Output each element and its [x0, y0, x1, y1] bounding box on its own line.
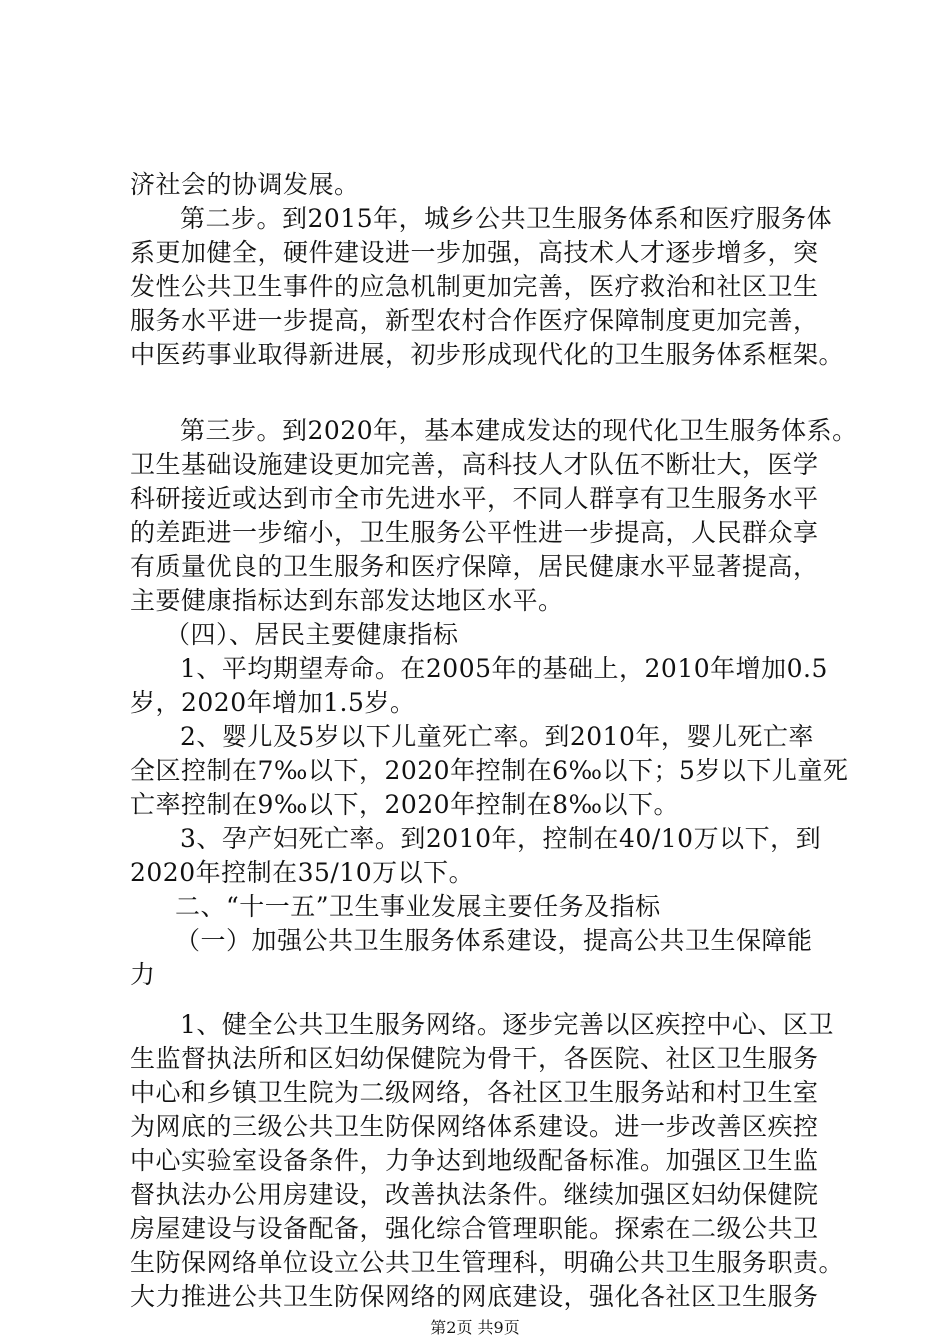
- subsection-heading: （一）加强公共卫生服务体系建设，提高公共卫生保障能: [175, 926, 813, 955]
- text-line: 2020年控制在35/10万以下。: [130, 858, 475, 887]
- text-line: 有质量优良的卫生服务和医疗保障，居民健康水平显著提高，: [130, 552, 819, 581]
- text-line: 的差距进一步缩小，卫生服务公平性进一步提高，人民群众享: [130, 518, 819, 547]
- text-line: 济社会的协调发展。: [130, 170, 360, 199]
- section-heading: （四）、居民主要健康指标: [165, 620, 459, 649]
- text-line: 1、平均期望寿命。在2005年的基础上，2010年增加0.5: [180, 654, 828, 683]
- text-line: 亡率控制在9‰以下，2020年控制在8‰以下。: [130, 790, 680, 819]
- text-line: 大力推进公共卫生防保网络的网底建设，强化各社区卫生服务: [130, 1282, 819, 1311]
- text-line: 1、健全公共卫生服务网络。逐步完善以区疾控中心、区卫: [180, 1010, 834, 1039]
- text-line: 科研接近或达到市全市先进水平，不同人群享有卫生服务水平: [130, 484, 819, 513]
- text-line: 发性公共卫生事件的应急机制更加完善，医疗救治和社区卫生: [130, 272, 819, 301]
- text-line: 房屋建设与设备配备，强化综合管理职能。探索在二级公共卫: [130, 1214, 819, 1243]
- text-line: 3、孕产妇死亡率。到2010年，控制在40/10万以下，到: [180, 824, 822, 853]
- text-line: 服务水平进一步提高，新型农村合作医疗保障制度更加完善，: [130, 306, 819, 335]
- text-line: 督执法办公用房建设，改善执法条件。继续加强区妇幼保健院: [130, 1180, 819, 1209]
- text-line: 第三步。到2020年，基本建成发达的现代化卫生服务体系。: [180, 416, 858, 445]
- text-line: 全区控制在7‰以下，2020年控制在6‰以下；5岁以下儿童死: [130, 756, 849, 785]
- text-line: 中心和乡镇卫生院为二级网络，各社区卫生服务站和村卫生室: [130, 1078, 819, 1107]
- text-line: 主要健康指标达到东部发达地区水平。: [130, 586, 564, 615]
- text-line: 第二步。到2015年，城乡公共卫生服务体系和医疗服务体: [180, 204, 833, 233]
- text-line: 生监督执法所和区妇幼保健院为骨干，各医院、社区卫生服务: [130, 1044, 819, 1073]
- text-line: 中医药事业取得新进展，初步形成现代化的卫生服务体系框架。: [130, 340, 845, 369]
- text-line: 岁，2020年增加1.5岁。: [130, 688, 416, 717]
- section-heading: 二、“十一五”卫生事业发展主要任务及指标: [175, 892, 661, 921]
- text-line: 为网底的三级公共卫生防保网络体系建设。进一步改善区疾控: [130, 1112, 819, 1141]
- subsection-heading: 力: [130, 960, 156, 989]
- text-line: 系更加健全，硬件建设进一步加强，高技术人才逐步增多，突: [130, 238, 819, 267]
- text-line: 卫生基础设施建设更加完善，高科技人才队伍不断壮大，医学: [130, 450, 819, 479]
- text-line: 中心实验室设备条件，力争达到地级配备标准。加强区卫生监: [130, 1146, 819, 1175]
- page-number-footer: 第2页 共9页: [430, 1318, 520, 1337]
- text-line: 生防保网络单位设立公共卫生管理科，明确公共卫生服务职责。: [130, 1248, 845, 1277]
- text-line: 2、婴儿及5岁以下儿童死亡率。到2010年，婴儿死亡率: [180, 722, 814, 751]
